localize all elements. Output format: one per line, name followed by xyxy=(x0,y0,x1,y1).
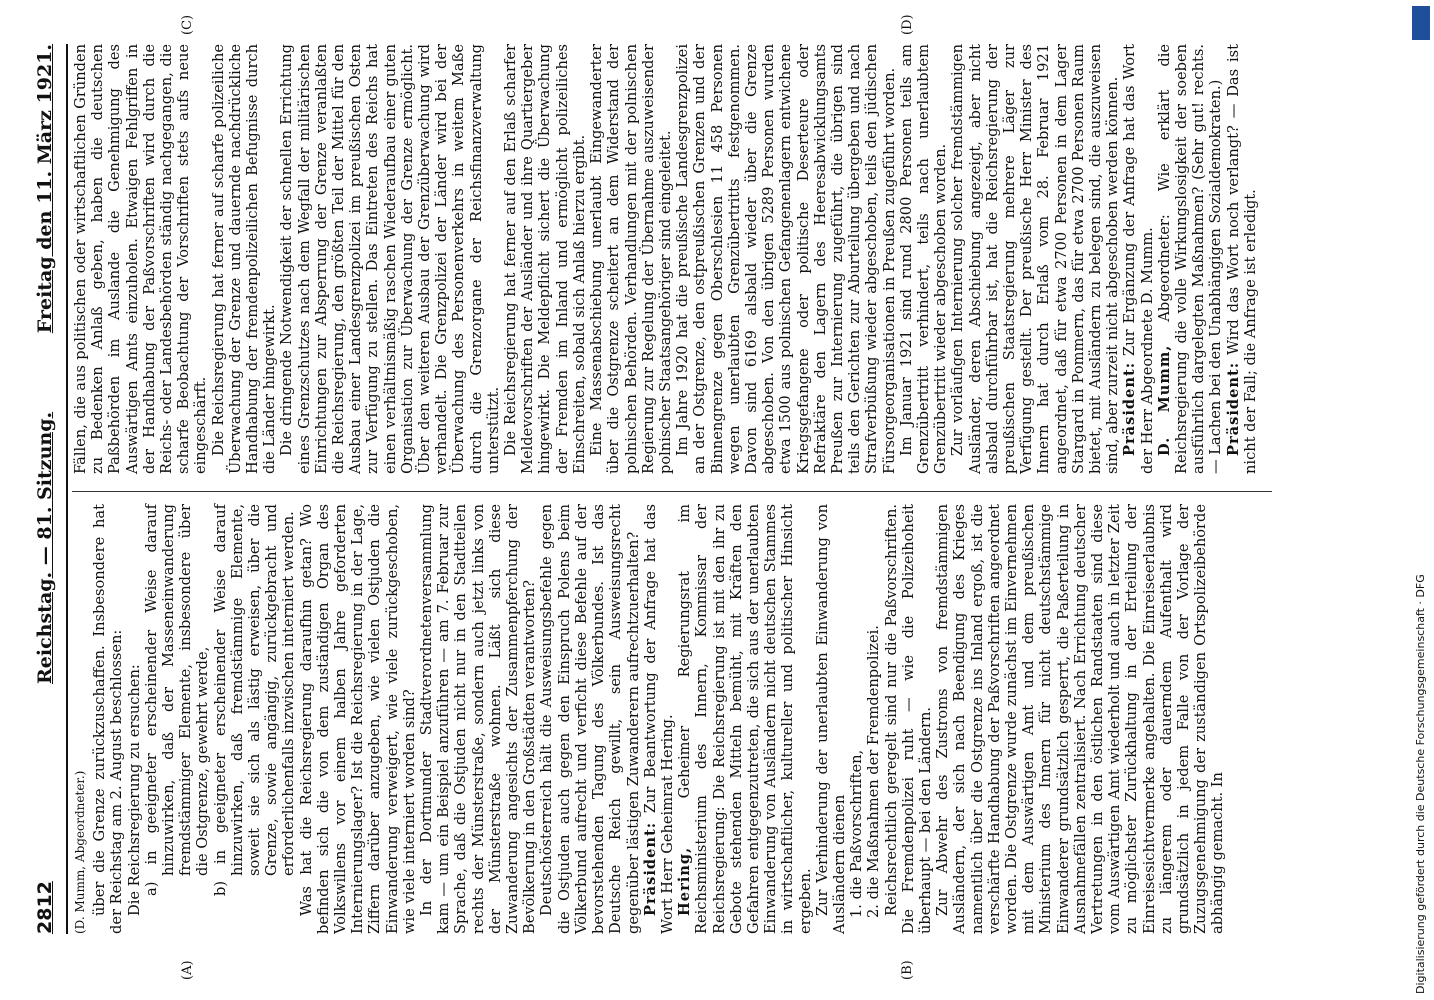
resolution-item-a: a) in geeigneter erscheinender Weise darauf hinzuwirken, daß der Masseneinwanderung fremdstämmiger Elemente, insbesondere über die Ostgrenze, gewehrt werde, xyxy=(142,504,212,896)
margin-label-d: (D) xyxy=(900,14,915,35)
paragraph xyxy=(642,504,676,934)
paragraph: Die dringende Notwendigkeit der schnellen Errichtung eines Grenzschutzes nach dem Wegfall der militärischen Einrichtungen zur Absperrung der Grenze veranlaßten die Reichsregierung, den größten Teil der Mittel für den Ausbau einer Landesgrenzpolizei im preußischen Osten zur Verfügung zu stellen. Das Eintreten des Reichs hat einen verhältnismäßig raschen Wiederaufbau einer guten Organisation zur Überwachung der Grenze ermöglicht. Über den weiteren Ausbau der Grenzüberwachung wird verhandelt. Die Grenzpolizei der Länder wird bei der Überwachung des Personenverkehrs in weitem Maße durch die Grenzorgane der Reichsfinanzverwaltung unterstützt. xyxy=(278,44,502,474)
page-number: 2812 xyxy=(34,881,56,934)
speech-text: Geheimer Regierungsrat im Reichsministerium des Innern, Kommissar der Reichsregierung: Die Reichsregierung ist mit den ihr zu Gebote stehenden Mitteln bemüht, mit Kräften den Gefahren entgegenzutreten, die sich aus der unerlaubten Einwanderung von Ausländern nicht deutschen Stammes in wirtschaftlicher, kultureller und politischer Hinsicht ergeben. xyxy=(676,503,814,934)
speaker-label: (D. Mumm, Abgeordneter.) xyxy=(73,770,87,934)
paragraph xyxy=(676,504,814,934)
margin-label-b: (B) xyxy=(900,960,915,980)
speaker-name: Präsident: xyxy=(641,821,659,916)
list-item: 1. die Paßvorschriften, xyxy=(848,749,866,918)
paragraph: Im Januar 1921 sind rund 2800 Personen teils am Grenzübertritt verhindert, teils nach unerlaubtem Grenzübertritt wieder abgeschoben worden. xyxy=(897,44,950,474)
paragraph: Deutschösterreich hält die Ausweisungsbefehle gegen die Ostjuden auch gegen den Einspruch Polens beim Völkerbund aufrecht und verficht diese Befehle auf der bevorstehenden Tagung des Völkerbundes. Ist das Deutsche Reich gewillt, sein Ausweisungsrecht gegenüber lästigen Zuwanderern aufrechtzuerhalten? xyxy=(538,504,642,934)
speech-text: Wird das Wort noch verlangt? — Das ist nicht der Fall; die Anfrage ist erledigt. xyxy=(1224,44,1259,474)
resolution-item-b: b) in geeigneter erscheinender Weise darauf hinzuwirken, daß fremdstämmige Elemente, soweit sie sich als lästig erweisen, über die Grenze, sowie angängig, zurückgebracht und erforderlichenfalls inzwischen interniert werden. xyxy=(211,504,298,896)
paragraph: Die Reichsregierung hat ferner auf scharfe polizeiliche Überwachung der Grenze und dauernde nachdrückliche Handhabung der fremdenpolizeilichen Befugnisse durch die Länder hingewirkt. xyxy=(209,44,279,474)
header-rule xyxy=(66,44,68,934)
speech-text: Zur Ergänzung der Anfrage hat das Wort der Herr Abgeordnete D. Mumm. xyxy=(1121,44,1156,474)
margin-label-c: (C) xyxy=(180,14,195,35)
speaker-name: D. Mumm, xyxy=(1155,344,1173,456)
session-title: Reichstag. — 81. Sitzung. xyxy=(34,411,56,684)
paragraph: In der Dortmunder Stadtverordnetenversammlung kam — um ein Beispiel anzuführen — am 7. Februar zur Sprache, daß die Ostjuden nicht nur in den Stadtteilen rechts der Münsterstraße, sondern auch jetzt links von der Münsterstraße wohnen. Läßt sich diese Zuwanderung angesichts der Zusammenpferchung der Bevölkerung in den Großstädten verantworten? xyxy=(418,504,539,934)
paragraph: Zur Verhinderung der unerlaubten Einwanderung von Ausländern dienen xyxy=(813,504,848,934)
paragraph xyxy=(1156,44,1225,474)
paragraph: Die Reichsregierung hat ferner auf den Erlaß scharfer Meldevorschriften der Ausländer und ihre Quartiergeber hingewirkt. Die Meldepflicht sichert die Überwachung der Fremden im Inland und ermöglicht polizeiliches Einschreiten, sobald sich Anlaß hierzu ergibt. xyxy=(502,44,588,474)
paragraph: Zur Abwehr des Zustroms von fremdstämmigen Ausländern, der sich nach Beendigung des Krieges namentlich über die Ostgrenze ins Inland ergoß, ist die verschärfte Handhabung der Paßvorschriften angeordnet worden. Die Ostgrenze wurde zunächst im Einvernehmen mit dem Auswärtigen Amt und dem preußischen Ministerium des Innern für nicht deutschstämmige Einwanderer grundsätzlich gesperrt, die Paßerteilung in Ausnahmefällen zentralisiert. Nach Errichtung deutscher Vertretungen in den östlichen Randstaaten sind diese vom Auswärtigen Amt wiederholt und auch in letzter Zeit zu möglichster Zurückhaltung in der Erteilung der Einreisesichtvermerke angehalten. Die Einreiseerlaubnis zu längerem oder dauerndem Aufenthalt wird grundsätzlich in jedem Falle von der Vorlage der Zuzugsgenehmigung der zuständigen Ortspolizeibehörde abhängig gemacht. In xyxy=(934,504,1227,934)
dfg-logo-icon xyxy=(1412,6,1430,40)
speech-text: Zur Beantwortung der Anfrage hat das Wort Herr Geheimrat Hering. xyxy=(641,503,676,934)
paragraph: Reichsrechtlich geregelt sind nur die Paßvorschriften. Die Fremdenpolizei ruht — wie die Polizeihoheit überhaupt — bei den Ländern. xyxy=(882,504,934,934)
speaker-name: Präsident: xyxy=(1121,361,1139,456)
right-column xyxy=(72,44,1259,474)
paragraph: über die Grenze zurückzuschaffen. Insbesondere hat der Reichstag am 2. August beschlossen: xyxy=(91,504,126,934)
paragraph: Im Jahre 1920 hat die preußische Landesgrenzpolizei an der Ostgrenze, den ostpreußischen Grenzen und der Binnengrenze gegen Oberschlesien 11 458 Personen wegen unerlaubten Grenzübertritts festgenommen. Davon sind 6169 alsbald wieder über die Grenze abgeschoben. Von den übrigen 5289 Personen wurden etwa 1500 aus polnischen Gefangenenlagern entwichene Kriegsgefangene oder politische Deserteure oder Refraktäre den Lagern des Heeresabwicklungsamts Preußen zur Internierung zugeführt, die übrigen sind teils den Gerichten zur Aburteilung übergeben und nach Strafverbüßung wieder abgeschoben, teils den jüdischen Fürsorgeorganisationen in Preußen zugeführt worden. xyxy=(674,44,898,474)
paragraph xyxy=(1121,44,1155,474)
paragraph: Die Reichsregierung zu ersuchen: xyxy=(125,664,143,916)
column-divider xyxy=(72,491,1272,492)
paragraph xyxy=(1225,44,1259,474)
paragraph: Was hat die Reichsregierung daraufhin getan? Wo befinden sich die von dem zuständigen Organ des Volkswillens vor einem halben Jahre geforderten Internierungslager? Ist die Reichsregierung in der Lage, Ziffern darüber anzugeben, wie vielen Ostjuden die Einwanderung verweigert, wie viele zurückgeschoben, wie viele interniert worden sind? xyxy=(297,504,418,934)
paragraph: Eine Massenabschiebung unerlaubt Eingewanderter über die Ostgrenze scheitert an dem Widerstand der polnischen Behörden. Verhandlungen mit der polnischen Regierung zur Regelung der Übernahme auszuweisender polnischer Staatsangehöriger sind eingeleitet. xyxy=(588,44,674,474)
paragraph: Zur vorläufigen Internierung solcher fremdstämmigen Ausländer, deren Abschiebung angezeigt, aber nicht alsbald durchführbar ist, hat die Reichsregierung der preußischen Staatsregierung mehrere Läger zur Verfügung gestellt. Der preußische Herr Minister des Innern hat durch Erlaß vom 28. Februar 1921 angeordnet, daß für etwa 2700 Personen in dem Lager Stargard in Pommern, das für etwa 2700 Personen Raum bietet, mit Ausländern zu belegen sind, die auszuweisen sind, aber zurzeit nicht abgeschoben werden können. xyxy=(949,44,1122,474)
digitization-credit: Digitalisierung gefördert durch die Deutsche Forschungsgemeinschaft · DFG xyxy=(1414,574,1427,994)
speech-text: Abgeordneter: Wie erklärt die Reichsregierung die volle Wirkungslosigkeit der soeben ausführlich dargelegten Maßnahmen? (Sehr gut! rechts. — Lachen bei den Unabhängigen Sozialdemokraten.) xyxy=(1155,43,1225,474)
list-item: 2. die Maßnahmen der Fremdenpolizei. xyxy=(865,625,883,918)
paragraph: Fällen, die aus politischen oder wirtschaftlichen Gründen zu Bedenken Anlaß geben, haben die deutschen Paßbehörden im Auslande die Genehmigung des Auswärtigen Amts einzuholen. Etwaigen Fehlgriffen in der Handhabung der Paßvorschriften wird durch die Reichs- oder Landesbehörden ständig nachgegangen, die scharfe Beobachtung der Vorschriften stets aufs neue eingeschärft. xyxy=(72,44,210,474)
page-header xyxy=(34,44,68,934)
speaker-name: Präsident: xyxy=(1224,361,1242,456)
left-column xyxy=(72,504,1227,934)
session-date: Freitag den 11. März 1921. xyxy=(34,44,56,334)
speaker-name: Hering, xyxy=(676,846,694,916)
margin-label-a: (A) xyxy=(180,960,195,980)
